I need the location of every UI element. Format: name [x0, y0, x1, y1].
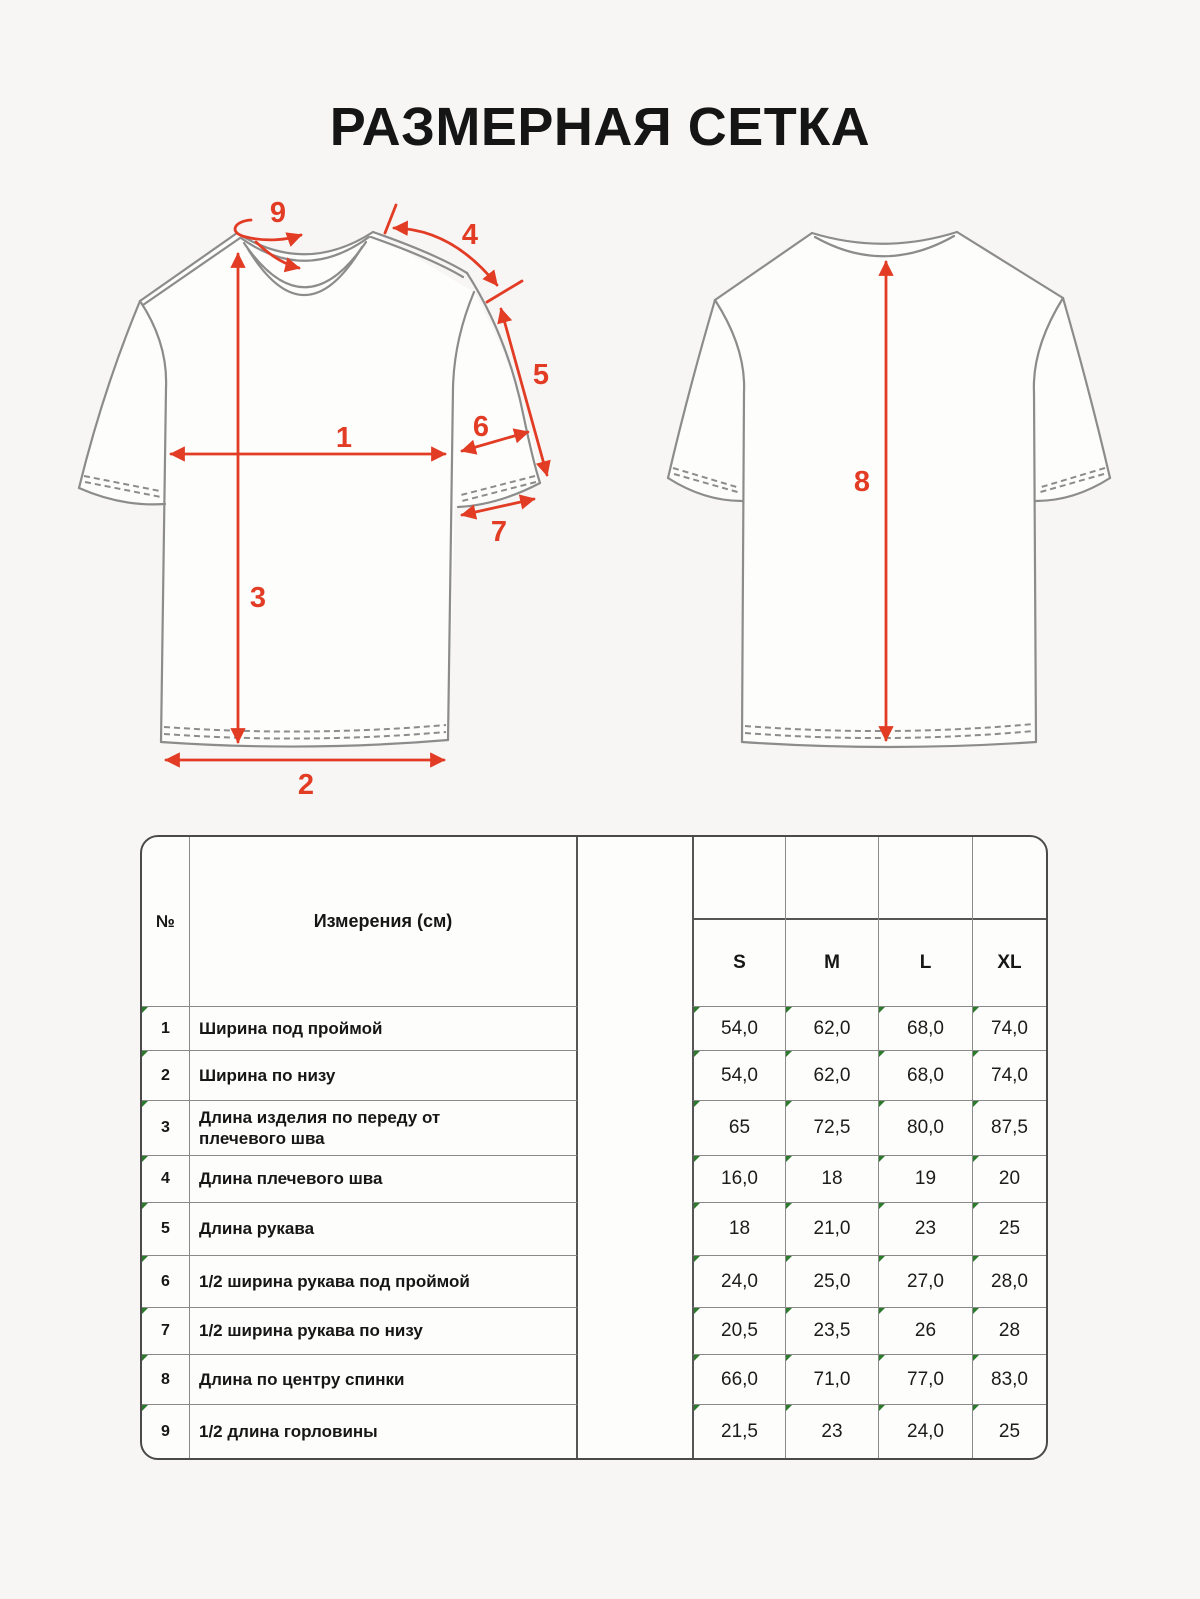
row-number: 2	[142, 1051, 190, 1101]
row-measure-name: 1/2 ширина рукава под проймой	[190, 1256, 578, 1308]
value-l: 77,0	[878, 1355, 972, 1405]
table-row	[142, 1256, 1046, 1308]
row-gap-cell	[578, 1156, 692, 1203]
value-xl: 20	[972, 1156, 1046, 1203]
size-label-m: M	[824, 952, 840, 973]
header-size-s	[692, 837, 785, 1007]
row-gap-cell	[578, 1007, 692, 1051]
value-l: 23	[878, 1203, 972, 1256]
table-row	[142, 1405, 1046, 1458]
value-xl: 28	[972, 1308, 1046, 1355]
row-measure-name: Длина плечевого шва	[190, 1156, 578, 1203]
value-s: 18	[692, 1203, 785, 1256]
header-number-column: №	[142, 837, 190, 1007]
row-measure-name: Ширина по низу	[190, 1051, 578, 1101]
back-shirt-drawing	[668, 232, 1110, 747]
value-xl: 74,0	[972, 1007, 1046, 1051]
row-number: 3	[142, 1101, 190, 1156]
header-size-empty-cell	[973, 837, 1046, 920]
size-table	[140, 835, 1048, 1460]
value-s: 54,0	[692, 1051, 785, 1101]
value-l: 68,0	[878, 1007, 972, 1051]
value-s: 66,0	[692, 1355, 785, 1405]
dimension-label-8: 8	[853, 466, 871, 498]
value-m: 23	[785, 1405, 878, 1458]
row-number: 5	[142, 1203, 190, 1256]
header-size-empty-cell	[786, 837, 878, 920]
row-gap-cell	[578, 1308, 692, 1355]
size-label-l: L	[919, 952, 932, 973]
size-label-s: S	[733, 952, 746, 973]
header-size-m	[785, 837, 878, 1007]
value-l: 24,0	[878, 1405, 972, 1458]
value-m: 18	[785, 1156, 878, 1203]
row-measure-name: Длина изделия по переду от плечевого шва	[190, 1101, 578, 1156]
value-l: 26	[878, 1308, 972, 1355]
tshirt-measurement-diagram	[0, 185, 1200, 810]
table-row	[142, 1051, 1046, 1101]
value-s: 54,0	[692, 1007, 785, 1051]
value-xl: 87,5	[972, 1101, 1046, 1156]
value-xl: 25	[972, 1405, 1046, 1458]
header-measure-column: Измерения (см)	[190, 837, 578, 1007]
value-m: 72,5	[785, 1101, 878, 1156]
header-size-empty-cell	[879, 837, 972, 920]
value-xl: 74,0	[972, 1051, 1046, 1101]
value-s: 16,0	[692, 1156, 785, 1203]
table-row	[142, 1007, 1046, 1051]
dimension-arc-9a	[235, 220, 301, 240]
back-shirt-fill	[668, 232, 1110, 747]
row-number: 1	[142, 1007, 190, 1051]
page-title: РАЗМЕРНАЯ СЕТКА	[329, 97, 871, 157]
row-gap-cell	[578, 1051, 692, 1101]
row-gap-cell	[578, 1101, 692, 1156]
value-m: 23,5	[785, 1308, 878, 1355]
value-l: 68,0	[878, 1051, 972, 1101]
value-m: 25,0	[785, 1256, 878, 1308]
row-gap-cell	[578, 1256, 692, 1308]
row-number: 4	[142, 1156, 190, 1203]
header-size-xl	[972, 837, 1046, 1007]
value-m: 62,0	[785, 1051, 878, 1101]
row-number: 7	[142, 1308, 190, 1355]
table-rows	[142, 1007, 1046, 1458]
dimension-label-2: 2	[297, 769, 315, 801]
value-s: 24,0	[692, 1256, 785, 1308]
value-m: 62,0	[785, 1007, 878, 1051]
row-measure-name: Длина по центру спинки	[190, 1355, 578, 1405]
value-s: 21,5	[692, 1405, 785, 1458]
dimension-label-1: 1	[335, 422, 353, 454]
row-measure-name: Длина рукава	[190, 1203, 578, 1256]
value-m: 71,0	[785, 1355, 878, 1405]
value-m: 21,0	[785, 1203, 878, 1256]
row-gap-cell	[578, 1405, 692, 1458]
dimension-label-5: 5	[532, 359, 550, 391]
table-row	[142, 1308, 1046, 1355]
row-measure-name: 1/2 длина горловины	[190, 1405, 578, 1458]
value-s: 20,5	[692, 1308, 785, 1355]
value-xl: 25	[972, 1203, 1046, 1256]
dimension-label-6: 6	[472, 411, 490, 443]
table-row	[142, 1156, 1046, 1203]
dimension-tick-4b	[487, 281, 522, 302]
row-number: 9	[142, 1405, 190, 1458]
table-row	[142, 1355, 1046, 1405]
row-gap-cell	[578, 1355, 692, 1405]
header-size-empty-cell	[694, 837, 785, 920]
front-shirt-drawing	[79, 232, 540, 747]
table-row	[142, 1101, 1046, 1156]
row-number: 8	[142, 1355, 190, 1405]
value-xl: 83,0	[972, 1355, 1046, 1405]
header-gap-cell	[578, 837, 692, 1007]
row-measure-name: Ширина под проймой	[190, 1007, 578, 1051]
header-size-l	[878, 837, 972, 1007]
value-s: 65	[692, 1101, 785, 1156]
value-l: 80,0	[878, 1101, 972, 1156]
table-header-row	[142, 837, 1046, 1007]
table-row	[142, 1203, 1046, 1256]
dimension-label-9: 9	[269, 197, 287, 229]
value-l: 27,0	[878, 1256, 972, 1308]
value-l: 19	[878, 1156, 972, 1203]
dimension-label-3: 3	[249, 582, 267, 614]
row-gap-cell	[578, 1203, 692, 1256]
dimension-label-7: 7	[490, 516, 508, 548]
row-number: 6	[142, 1256, 190, 1308]
row-measure-name: 1/2 ширина рукава по низу	[190, 1308, 578, 1355]
value-xl: 28,0	[972, 1256, 1046, 1308]
size-label-xl: XL	[997, 952, 1022, 973]
dimension-label-4: 4	[461, 219, 479, 251]
